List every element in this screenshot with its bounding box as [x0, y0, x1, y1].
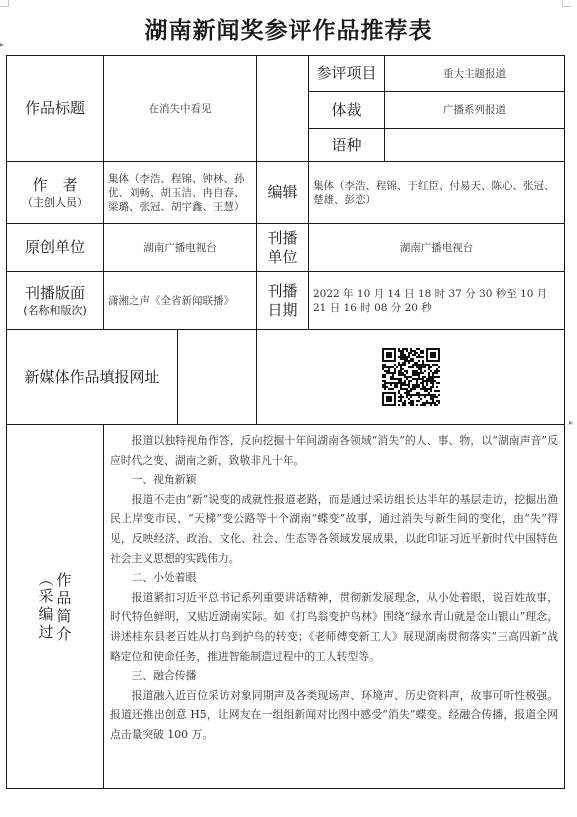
- work-title-value[interactable]: 在消失中看见: [104, 56, 257, 162]
- intro-label-char: 作: [56, 570, 72, 589]
- page-title: 湖南新闻奖参评作品推荐表: [144, 18, 433, 44]
- publish-unit-value[interactable]: 湖南广播电视台: [309, 224, 565, 272]
- author-sub-label: （主创人员）: [22, 195, 88, 209]
- author-label: 作 者: [32, 175, 78, 194]
- intro-label-char: 介: [56, 624, 72, 643]
- publish-section-value[interactable]: 潇湘之声《全省新闻联播》: [104, 272, 257, 330]
- work-title-label: 作品标题: [7, 56, 104, 162]
- language-label: 语种: [309, 129, 385, 162]
- intro-paragraph: 报道不走由“新”说变的成就性报道老路，而是通过采访组长达半年的基层走访，挖掘出渔民上岸变市民、“天梯”变公路等十个湖南“蝶变”故事，通过消失与新生间的变化，由“失”得见，反映经济、政治、文化、社会、生态等各领域发展成果，以此印证习近平新时代中国特色社会主义思想的实践伟力。: [110, 492, 558, 565]
- intro-label-char: 编: [38, 604, 54, 623]
- publish-date-label-cell: [257, 272, 309, 330]
- intro-label-char: （: [36, 570, 55, 587]
- genre-label: 体裁: [309, 92, 385, 129]
- publish-unit-label-line1: 刊播: [267, 228, 298, 247]
- category-label: 参评项目: [309, 56, 385, 92]
- origin-unit-label: 原创单位: [7, 224, 104, 272]
- author-value[interactable]: 集体（李浩、程锦、钟林、孙优、刘畅、胡玉洁、冉自春、梁璐、张冠、胡宇鑫、王慧）: [104, 162, 257, 224]
- publish-section-label-cell: [7, 272, 104, 330]
- recommendation-form: [6, 55, 565, 789]
- intro-label-cell: [7, 425, 104, 789]
- intro-label-char: 采: [38, 586, 54, 605]
- intro-paragraph: 三、融合传播: [131, 669, 197, 683]
- language-value[interactable]: [385, 129, 565, 162]
- crop-mark-top-right: [562, 0, 571, 7]
- intro-label-char: 过: [38, 622, 54, 641]
- spacer-cell: [257, 56, 309, 162]
- publish-date-label-line2: 日期: [267, 300, 298, 319]
- crop-mark-top-left: [0, 0, 9, 7]
- intro-label-char: 品: [56, 588, 72, 607]
- new-media-url-label: 新媒体作品填报网址: [24, 367, 160, 386]
- qr-code-icon[interactable]: [382, 348, 440, 406]
- intro-paragraph: 报道以独特视角作答，反向挖掘十年间湖南各领域“消失”的人、事、物，以“湖南声音”反应时代之变、湖南之新，致敬非凡十年。: [110, 434, 558, 467]
- editor-label: 编辑: [257, 162, 309, 224]
- page-edge-marker-left: ▸: [0, 40, 5, 49]
- publish-section-label: 刊播版面: [24, 283, 85, 302]
- intro-paragraph: 一、视角新颖: [131, 473, 197, 487]
- new-media-divider: [177, 330, 178, 424]
- intro-label-char: 简: [56, 606, 72, 625]
- category-value[interactable]: 重大主题报道: [385, 56, 565, 92]
- intro-paragraph: 报道融入近百位采访对象同期声及各类现场声、环境声、历史资料声，故事可听性极强。报道还推出创意 H5，让网友在一组组新闻对比图中感受“消失”蝶变。经融合传播，报道全网点击量突破 100 万。: [110, 688, 558, 741]
- intro-label: [7, 571, 103, 643]
- page-edge-marker-right: ▸: [569, 418, 574, 427]
- publish-date-label-line1: 刊播: [267, 281, 298, 300]
- qr-code-cell[interactable]: [257, 330, 565, 425]
- intro-label-col2: [57, 571, 72, 643]
- author-label-cell: [7, 162, 104, 224]
- editor-value[interactable]: 集体（李浩、程锦、于红臣、付易天、陈心、张冠、楚雄、彭恋）: [309, 162, 565, 224]
- intro-paragraph: 二、小处着眼: [131, 571, 197, 585]
- publish-section-sub-label: (名称和版次): [23, 303, 87, 317]
- new-media-row: [7, 330, 257, 425]
- intro-label-col1: [38, 571, 53, 643]
- intro-paragraph: 报道紧扣习近平总书记系列重要讲话精神，贯彻新发展理念，从小处着眼，说百姓故事，时代特色鲜明，又贴近湖南实际。如《打鸟翁变护鸟林》围绕“绿水青山就是金山银山”理念，讲述桂东县老百姓从打鸟到护鸟的转变；《老师傅变新工人》展现湖南贯彻落实“三高四新”战略定位和使命任务，推进智能制造过程中的工人转型等。: [110, 590, 558, 663]
- publish-unit-label-cell: [257, 224, 309, 272]
- origin-unit-value[interactable]: 湖南广播电视台: [104, 224, 257, 272]
- publish-unit-label-line2: 单位: [267, 247, 298, 266]
- publish-date-value[interactable]: 2022 年 10 月 14 日 18 时 37 分 30 秒至 10 月 21 日 16 时 08 分 20 秒: [309, 272, 565, 330]
- genre-value[interactable]: 广播系列报道: [385, 92, 565, 129]
- intro-text[interactable]: [104, 425, 565, 789]
